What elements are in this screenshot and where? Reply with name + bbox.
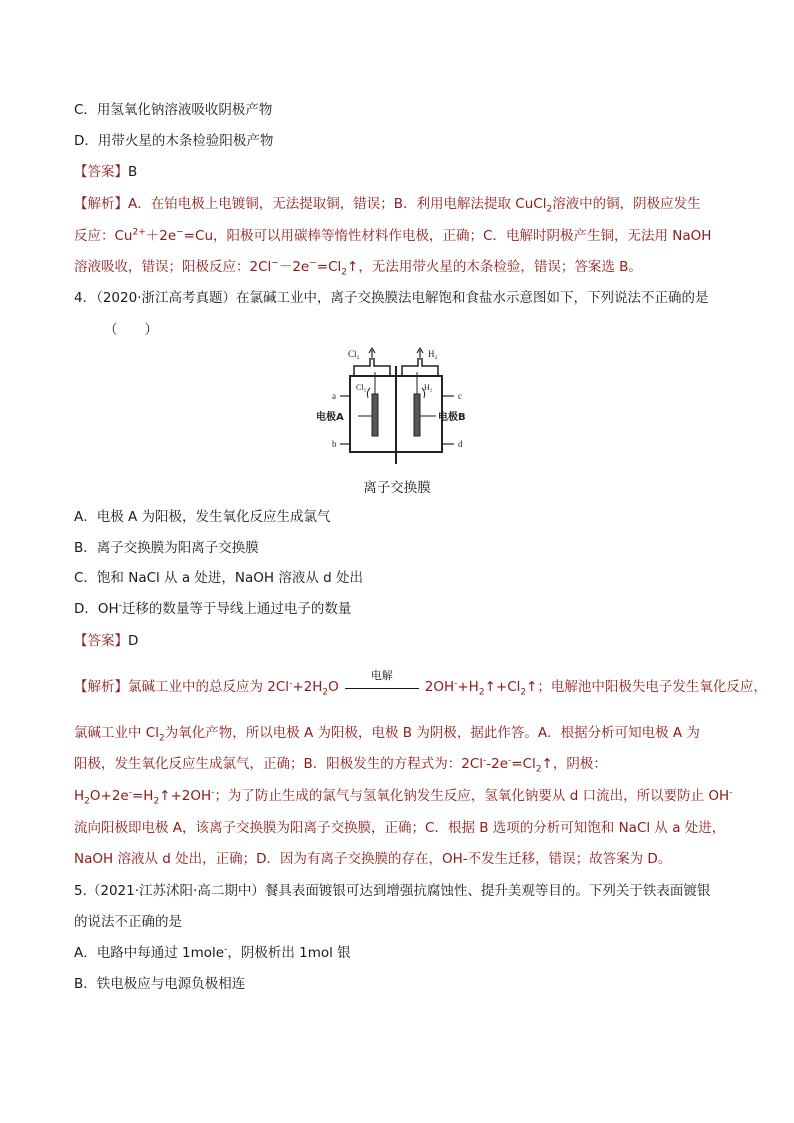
text: =H — [131, 788, 154, 804]
electrolysis-condition-arrow — [345, 669, 419, 694]
q4-explanation-line-4 — [74, 786, 732, 806]
text: +2H — [292, 679, 323, 695]
q4-option-c: C．饱和 NaCl 从 a 处进，NaOH 溶液从 d 处出 — [74, 570, 364, 586]
text: 阳极，发生氧化反应生成氯气，正确；B．阳极发生的方程式为：2Cl — [74, 756, 484, 772]
left-gas-hood — [354, 358, 390, 376]
subscript: 2 — [158, 733, 165, 744]
text: 溶液中的铜，阴极应发生 — [552, 196, 701, 212]
superscript: - — [729, 787, 733, 798]
superscript: - — [224, 944, 228, 955]
text: ↑，无法用带火星的木条检验，错误；答案选 B。 — [347, 259, 642, 275]
text: ↑+2OH — [159, 788, 212, 804]
text: -2e — [486, 756, 509, 772]
explanation-tag: 【解析】 — [74, 196, 128, 212]
port-d-label: d — [458, 439, 463, 449]
q3-explanation-line-3 — [74, 257, 642, 277]
text: ↑，阴极： — [541, 756, 607, 772]
superscript: 2+ — [132, 227, 146, 238]
electrode-a — [372, 394, 378, 436]
q3-answer — [74, 162, 137, 182]
q3-option-c: C．用氢氧化钠溶液吸收阴极产物 — [74, 102, 273, 118]
text: ；为了防止生成的氯气与氢氧化钠发生反应，氢氧化钠要从 d 口流出，所以要防止 OH — [214, 788, 730, 804]
subscript: 2 — [520, 687, 527, 698]
electrode-b-label: 电极B — [438, 412, 466, 423]
text: 反应：Cu — [74, 228, 133, 244]
text: 氯碱工业中的总反应为 2Cl — [128, 679, 290, 695]
text: O+2e — [89, 788, 129, 804]
arrow-label: 电解 — [370, 669, 393, 682]
text: ↑；电解池中阳极失电子发生氧化反应， — [526, 679, 767, 695]
q4-answer — [74, 631, 138, 651]
port-c-label: c — [458, 391, 462, 401]
q3-explanation-line-2 — [74, 226, 711, 246]
bubble-arrow — [367, 388, 370, 398]
q3-explanation-line-1 — [74, 194, 701, 214]
subscript: 2 — [84, 796, 90, 807]
diagram-caption: 离子交换膜 — [363, 480, 431, 496]
q4-explanation-line-2 — [74, 723, 700, 743]
top-left-gas-label: Cl₂ — [348, 349, 360, 359]
q4-option-d — [74, 599, 351, 619]
subscript: 2 — [322, 687, 329, 698]
q4-stem: 4．（2020·浙江高考真题）在氯碱工业中，离子交换膜法电解饱和食盐水示意图如下，下列说法不正确的是 — [74, 290, 709, 306]
text: ，阴极析出 1mol 银 — [227, 945, 351, 961]
text: 溶液吸收，错误；阳极反应：2Cl — [74, 259, 272, 275]
q4-explanation-line-3 — [74, 754, 607, 774]
q3-option-d: D．用带火星的木条检验阳极产物 — [74, 133, 274, 149]
text: ＋2e — [145, 228, 177, 244]
text: O — [328, 679, 339, 695]
electrode-a-label: 电极A — [316, 412, 344, 423]
text: 迁移的数量等于导线上通过电子的数量 — [121, 601, 352, 617]
text: A．在铂电极上电镀铜，无法提取铜，错误；B．利用电解法提取 CuCl — [128, 196, 547, 212]
subscript: 2 — [478, 687, 485, 698]
answer-value: B — [128, 164, 138, 180]
subscript: 2 — [546, 204, 553, 215]
text: H — [74, 788, 85, 804]
port-b-label: b — [332, 439, 337, 449]
superscript: − — [176, 227, 184, 238]
superscript: - — [211, 787, 215, 798]
superscript: - — [118, 600, 122, 611]
text: ↑+Cl — [484, 679, 521, 695]
subscript: 2 — [535, 764, 542, 775]
answer-tag: 【答案】 — [74, 633, 128, 649]
text: 2OH — [424, 679, 455, 695]
right-gas-hood — [402, 358, 438, 376]
q4-explanation-line-5: 流向阳极即电极 A，该离子交换膜为阳离子交换膜，正确；C．根据 B 选项的分析可知饱和 NaCl 从 a 处进， — [74, 820, 726, 836]
q4-paren: （ ） — [104, 322, 158, 338]
subscript: 2 — [153, 796, 160, 807]
text: －2e — [278, 259, 310, 275]
superscript: - — [483, 755, 487, 766]
q5-stem-line-1: 5.（2021·江苏沭阳·高二期中）餐具表面镀银可达到增强抗腐蚀性、提升美观等目的。下列关于铁表面镀银 — [74, 883, 711, 899]
q5-option-b: B．铁电极应与电源负极相连 — [74, 976, 246, 992]
q4-explanation-line-1 — [74, 669, 767, 698]
answer-value: D — [128, 633, 139, 649]
electrode-b — [414, 394, 420, 436]
answer-tag: 【答案】 — [74, 164, 128, 180]
top-right-gas-label: H₂ — [428, 349, 438, 359]
q5-stem-line-2: 的说法不正确的是 — [74, 914, 182, 930]
superscript: - — [128, 787, 132, 798]
superscript: − — [309, 258, 317, 269]
electrolysis-cell-diagram — [310, 346, 484, 466]
text: 为氧化产物，所以电极 A 为阳极，电极 B 为阴极，据此作答。A．根据分析可知电极 A 为 — [164, 725, 700, 741]
superscript: - — [289, 678, 293, 689]
inner-left-gas-label: Cl₂ — [356, 383, 367, 392]
text: +H — [457, 679, 479, 695]
inner-right-gas-label: H₂ — [424, 383, 433, 392]
text: 氯碱工业中 Cl — [74, 725, 159, 741]
port-a-label: a — [332, 391, 336, 401]
explanation-tag: 【解析】 — [74, 679, 128, 695]
superscript: − — [271, 258, 279, 269]
q4-explanation-line-6: NaOH 溶液从 d 处出，正确；D．因为有离子交换膜的存在，OH-不发生迁移，错误；故答案为 D。 — [74, 851, 672, 867]
q4-option-a: A．电极 A 为阳极，发生氧化反应生成氯气 — [74, 509, 331, 525]
q4-option-b: B．离子交换膜为阳离子交换膜 — [74, 540, 259, 556]
superscript: - — [508, 755, 512, 766]
superscript: - — [454, 678, 458, 689]
text: D．OH — [74, 601, 119, 617]
text: =Cu，阳极可以用碳棒等惰性材料作电极，正确；C．电解时阴极产生铜，无法用 NaOH — [183, 228, 712, 244]
text: =Cl — [316, 259, 342, 275]
q5-option-a — [74, 943, 351, 963]
text: A．电路中每通过 1mole — [74, 945, 225, 961]
subscript: 2 — [341, 267, 348, 278]
text: =Cl — [511, 756, 536, 772]
